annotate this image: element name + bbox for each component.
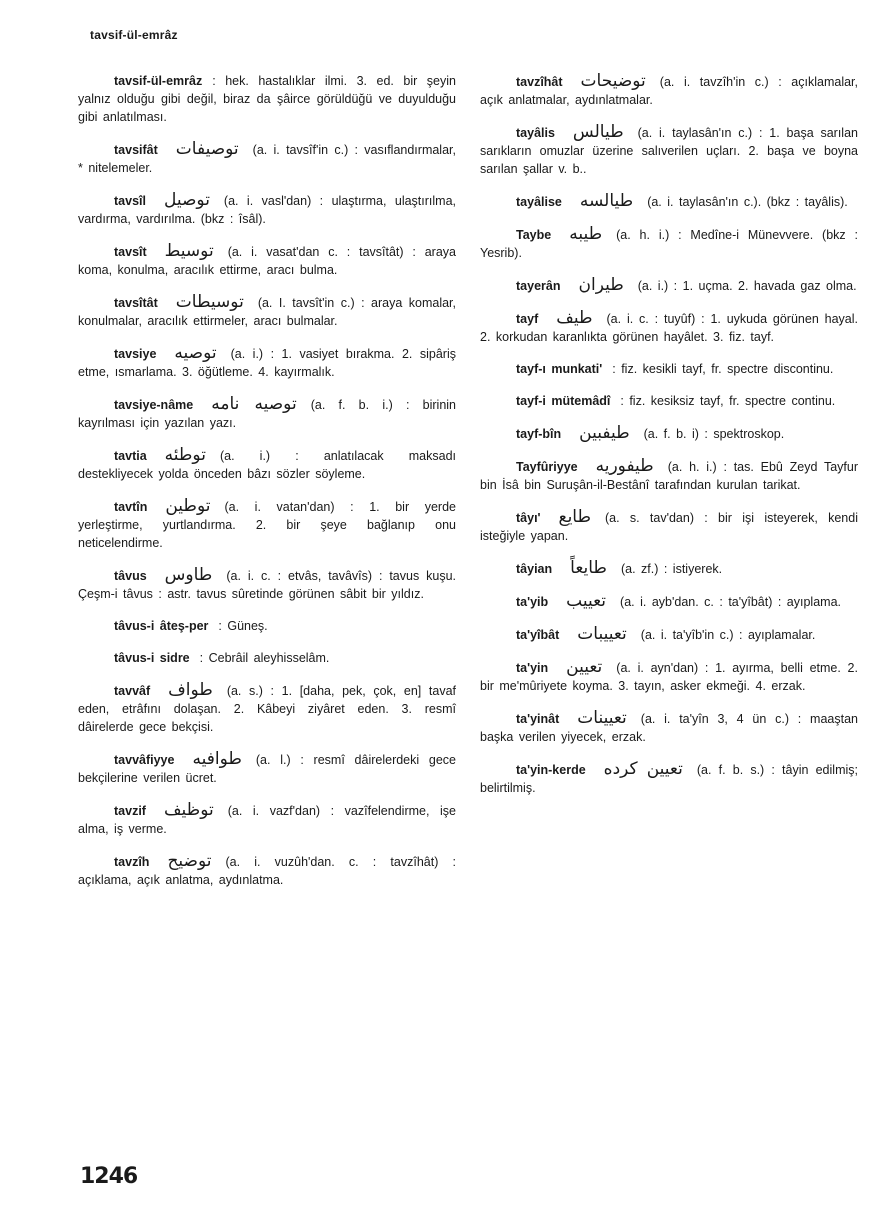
headword: tavsîtât [114, 296, 158, 310]
dictionary-entry [78, 140, 456, 177]
headword: ta'yinât [516, 712, 560, 726]
arabic-script: تعيين كرده [603, 759, 683, 779]
dictionary-entry [480, 559, 858, 578]
dictionary-entry [480, 72, 858, 109]
dictionary-entry [480, 360, 858, 378]
headword: tâvus-i âteş-per [114, 619, 209, 633]
dictionary-entry [480, 658, 858, 695]
headword: tayf-bîn [516, 427, 562, 441]
dictionary-entry [78, 852, 456, 889]
dictionary-entry [78, 566, 456, 603]
headword: tavzîhât [516, 75, 563, 89]
definition: (a. i. taylasân'ın c.) : 1. başa sarılan sarıkların omuzlar üzerine salıverilen uçları. 2. başa ve boyna sarılan şallar v. b.. [480, 126, 858, 176]
headword: tayâlis [516, 126, 555, 140]
arabic-script: توصيه [174, 343, 217, 363]
definition: (a. i. ta'yîn 3, 4 ün c.) : maaştan başka verilen yiyecek, erzak. [480, 712, 858, 744]
page-number: 1246 [80, 1164, 138, 1189]
left-column [78, 72, 456, 903]
headword: ta'yin [516, 661, 549, 675]
definition: (a. f. b. s.) : tâyin edilmiş; belirtilmiş. [480, 763, 858, 795]
definition: (a. i. ayb'dan. c. : ta'yîbât) : ayıplama. [620, 595, 841, 609]
headword: tavzif [114, 804, 146, 818]
dictionary-entry [78, 293, 456, 330]
arabic-script: طيفوريه [595, 456, 654, 476]
dictionary-entry [480, 123, 858, 178]
arabic-script: طيالس [572, 122, 624, 142]
definition: (a. i. c. : tuyûf) : 1. uykuda görünen hayal. 2. korkudan karanlıkta görünen hayâlet. 3. fiz. tayf. [480, 312, 858, 344]
definition: (a. i. ta'yîb'in c.) : ayıplamalar. [640, 628, 816, 642]
definition: (a. h. i.) : tas. Ebû Zeyd Tayfur bin İsâ bin Suruşân-il-Bestânî tarafından kurulan tarikat. [480, 460, 858, 492]
dictionary-entry [78, 344, 456, 381]
dictionary-entry [78, 446, 456, 483]
dictionary-entry [480, 457, 858, 494]
definition: (a. i. vasl'dan) : ulaştırma, ulaştırılma, vardırma, vardırılma. (bkz : îsâl). [78, 194, 456, 226]
headword: tayf [516, 312, 539, 326]
definition: (a. f. b. i) : spektroskop. [643, 427, 785, 441]
headword: tayâlise [516, 195, 562, 209]
dictionary-entry [78, 750, 456, 787]
arabic-script: طواف [168, 680, 213, 700]
headword: tavvâfiyye [114, 753, 175, 767]
definition: : hek. hastalıklar ilmi. 3. ed. bir şeyin yalnız olduğu gibi değil, biraz da şâirce görüldüğü ve duyulduğu gibi anlatılması. [78, 74, 456, 124]
definition: (a. s. tav'dan) : bir işi isteyerek, kendi isteğiyle yapan. [480, 511, 858, 543]
arabic-script: طايعاً [570, 558, 607, 578]
arabic-script: طيف [556, 308, 593, 328]
dictionary-entry [480, 625, 858, 644]
dictionary-entry [78, 497, 456, 552]
definition: (a. i.) : 1. uçma. 2. havada gaz olma. [637, 279, 857, 293]
definition: : Cebrâil aleyhisselâm. [199, 651, 330, 665]
arabic-script: توطين [165, 496, 211, 516]
arabic-script: تعييبات [577, 624, 627, 644]
arabic-script: طيالسه [579, 191, 634, 211]
arabic-script: طيبه [569, 224, 603, 244]
dictionary-entry [480, 709, 858, 746]
dictionary-entry [480, 760, 858, 797]
headword: tavsîl [114, 194, 146, 208]
definition: : Güneş. [218, 619, 268, 633]
headword: tâvus [114, 569, 147, 583]
arabic-script: توصيل [163, 190, 210, 210]
dictionary-entry [480, 508, 858, 545]
dictionary-entry [480, 592, 858, 611]
definition: (a. l.) : resmî dâirelerdeki gece bekçilerine verilen ücret. [78, 753, 456, 785]
arabic-script: تعيين [566, 657, 603, 677]
headword: tayf-ı munkati' [516, 362, 603, 376]
arabic-script: توصيفات [175, 139, 239, 159]
definition: (a. i. taylasân'ın c.). (bkz : tayâlis). [647, 195, 848, 209]
dictionary-entry [78, 191, 456, 228]
definition: (a. i.) : 1. vasiyet bırakma. 2. sipâriş etme, ısmarlama. 3. öğütleme. 4. kayırmalık. [78, 347, 456, 379]
arabic-script: توسيط [164, 241, 214, 261]
dictionary-entry [480, 309, 858, 346]
dictionary-entry [78, 617, 456, 635]
arabic-script: توسيطات [175, 292, 244, 312]
dictionary-entry [480, 225, 858, 262]
definition: (a. i. vuzûh'dan. c. : tavzîhât) : açıklama, açık anlatma, aydınlatma. [78, 855, 456, 887]
definition: (a. i. vazf'dan) : vazîfelendirme, işe alma, iş verme. [78, 804, 456, 836]
headword: ta'yib [516, 595, 549, 609]
arabic-script: توضيح [167, 851, 212, 871]
dictionary-entry [78, 649, 456, 667]
dictionary-entry [78, 242, 456, 279]
arabic-script: طوافيه [192, 749, 242, 769]
definition: (a. h. i.) : Medîne-i Münevvere. (bkz : Yesrib). [480, 228, 858, 260]
headword: tavtîn [114, 500, 148, 514]
definition: (a. i. vatan'dan) : 1. bir yerde yerleştirme, yurtlandırma. 2. bir şeye bağlanıp onu neticelendirme. [78, 500, 456, 550]
definition: (a. I. tavsît'in c.) : araya komalar, konulmalar, aracılık ettirmeler, aracı bulmalar. [78, 296, 456, 328]
headword: tâyı' [516, 511, 541, 525]
headword: tavvâf [114, 684, 151, 698]
headword: tavzîh [114, 855, 150, 869]
headword: tavsiye [114, 347, 157, 361]
dictionary-entry [78, 681, 456, 736]
headword: tâyian [516, 562, 553, 576]
headword: tâvus-i sidre [114, 651, 190, 665]
headword: tayerân [516, 279, 561, 293]
headword: tavsif-ül-emrâz [114, 74, 203, 88]
dictionary-entry [78, 72, 456, 126]
headword: tavsifât [114, 143, 158, 157]
headword: tavsît [114, 245, 147, 259]
headword: tavsiye-nâme [114, 398, 194, 412]
headword: Tayfûriyye [516, 460, 578, 474]
arabic-script: طاوس [164, 565, 213, 585]
arabic-script: تعييب [566, 591, 607, 611]
arabic-script: توطئه [164, 445, 206, 465]
headword: tavtia [114, 449, 147, 463]
definition: (a. zf.) : istiyerek. [620, 562, 723, 576]
headword: ta'yîbât [516, 628, 560, 642]
headword: Taybe [516, 228, 552, 242]
arabic-script: طيران [578, 275, 624, 295]
definition: (a. i. vasat'dan c. : tavsîtât) : araya koma, konulma, aracılık ettirme, aracı bulma. [78, 245, 456, 277]
definition: (a. s.) : 1. [daha, pek, çok, en] tavaf eden, etrâfını dolaşan. 2. Kâbeyi ziyâret eden. 3. resmî dâirelerde gece bekçisi. [78, 684, 456, 734]
definition: : fiz. kesikli tayf, fr. spectre discontinu. [612, 362, 834, 376]
arabic-script: توصيه نامه [211, 394, 297, 414]
definition: (a. f. b. i.) : birinin kayrılması için yazılan yazı. [78, 398, 456, 430]
definition: (a. i. ayn'dan) : 1. ayırma, belli etme. 2. bir me'mûriyete koyma. 3. tayın, asker ekmeği. 4. erzak. [480, 661, 858, 693]
arabic-script: طايع [558, 507, 592, 527]
definition: (a. i. tavsîf'in c.) : vasıflandırmalar, * nitelemeler. [78, 143, 456, 175]
definition: : fiz. kesiksiz tayf, fr. spectre continu. [620, 394, 836, 408]
arabic-script: تعيينات [577, 708, 627, 728]
dictionary-entry [78, 395, 456, 432]
dictionary-entry [480, 392, 858, 410]
headword: ta'yin-kerde [516, 763, 586, 777]
dictionary-entry [480, 276, 858, 295]
dictionary-entry [480, 424, 858, 443]
right-column [480, 72, 858, 811]
running-header: tavsif-ül-emrâz [90, 28, 178, 42]
dictionary-entry [480, 192, 858, 211]
definition: (a. i.) : anlatılacak maksadı destekliyecek yolda önceden bâzı sözler söyleme. [78, 449, 456, 481]
arabic-script: توظيف [163, 800, 214, 820]
headword: tayf-i mütemâdî [516, 394, 611, 408]
arabic-script: طيفبين [579, 423, 630, 443]
dictionary-entry [78, 801, 456, 838]
definition: (a. i. c. : etvâs, tavâvîs) : tavus kuşu. Çeşm-i tâvus : astr. tavus sûretinde görünen sâbit bir yıldız. [78, 569, 456, 601]
definition: (a. i. tavzîh'in c.) : açıklamalar, açık anlatmalar, aydınlatmalar. [480, 75, 858, 107]
arabic-script: توضيحات [580, 71, 646, 91]
